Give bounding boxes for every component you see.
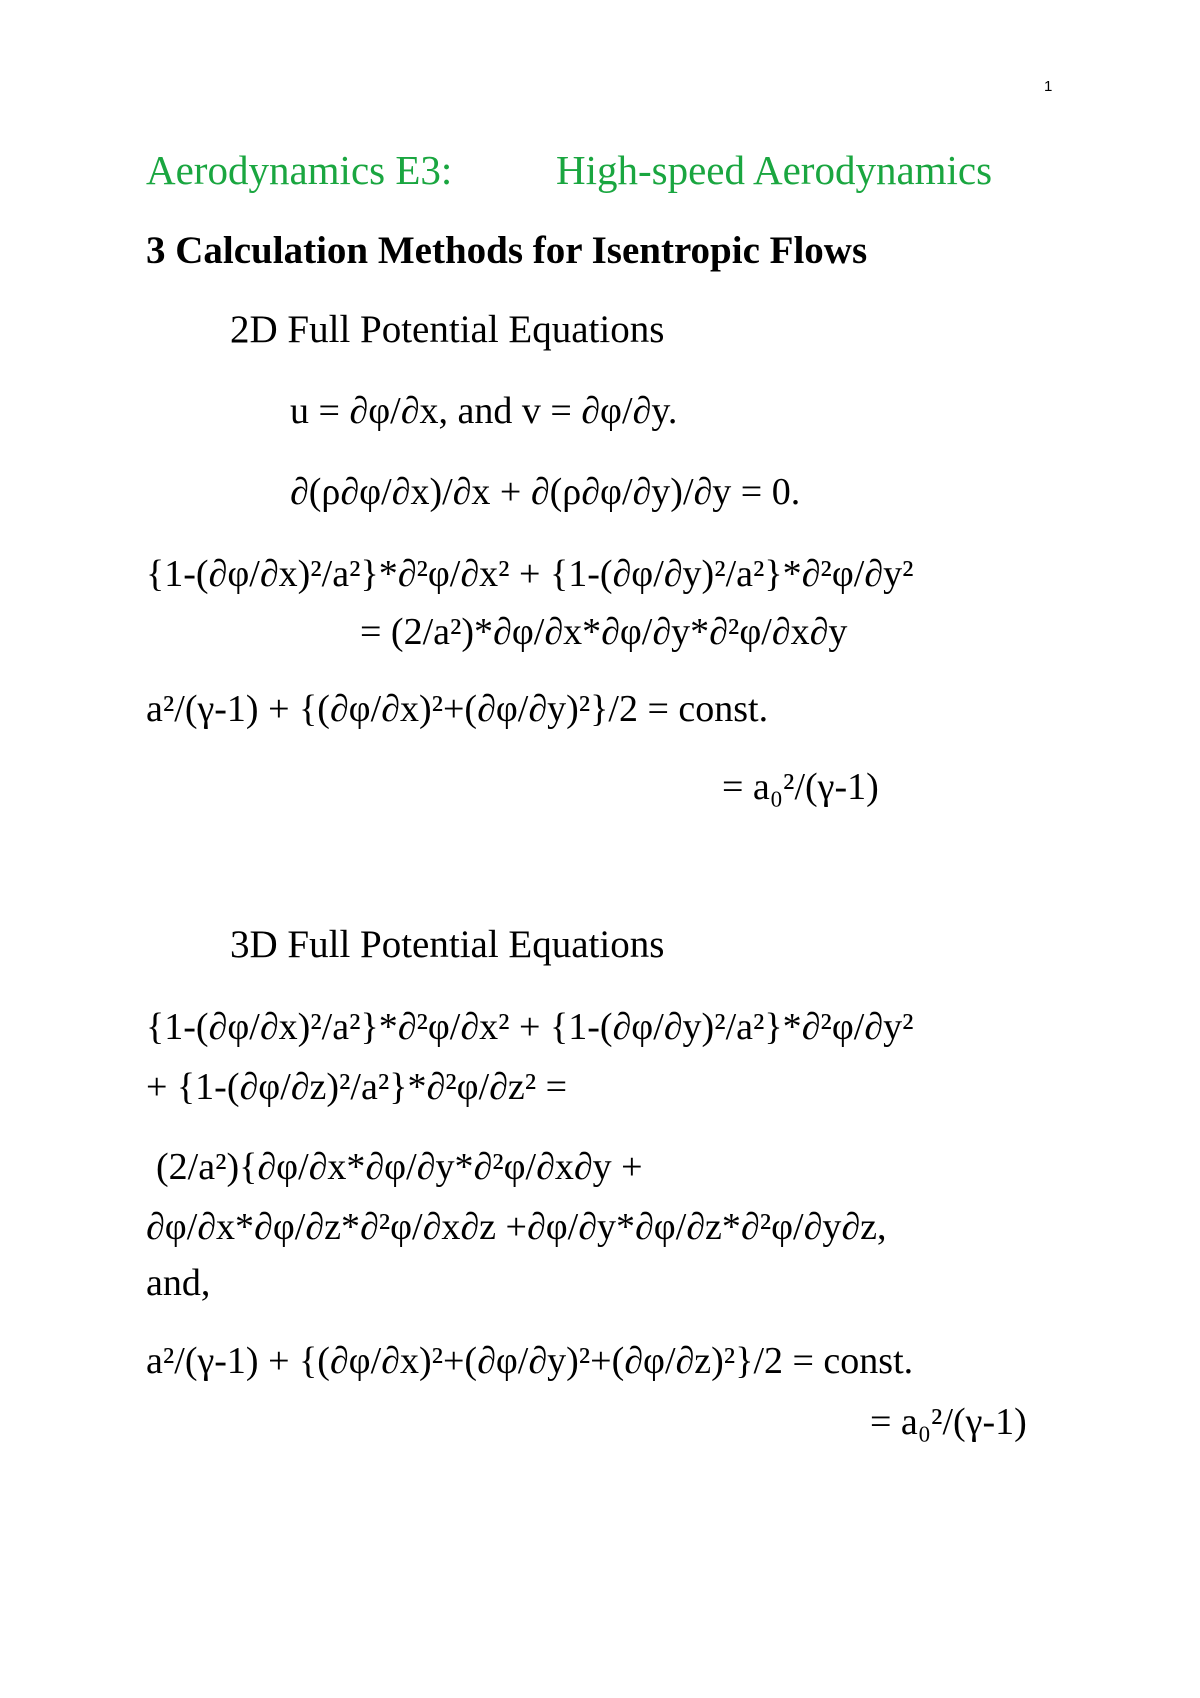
- full-potential-3d-line1: {1-(∂φ/∂x)²/a²}*∂²φ/∂x² + {1-(∂φ/∂y)²/a²}*∂²φ/∂y²: [146, 1006, 914, 1048]
- continuity-equation: ∂(ρ∂φ/∂x)/∂x + ∂(ρ∂φ/∂y)/∂y = 0.: [290, 471, 801, 513]
- section-2d-heading: 2D Full Potential Equations: [230, 308, 665, 351]
- course-label: Aerodynamics E3:: [146, 147, 453, 193]
- energy-equation-2d-rhs: = a₀²/(γ-1): [722, 766, 879, 808]
- section-3d-heading: 3D Full Potential Equations: [230, 923, 665, 966]
- energy-equation-3d-rhs: = a₀²/(γ-1): [870, 1401, 1027, 1443]
- full-potential-2d-lhs: {1-(∂φ/∂x)²/a²}*∂²φ/∂x² + {1-(∂φ/∂y)²/a²}*∂²φ/∂y²: [146, 553, 914, 595]
- energy-equation-3d: a²/(γ-1) + {(∂φ/∂x)²+(∂φ/∂y)²+(∂φ/∂z)²}/2 = const.: [146, 1340, 914, 1382]
- velocity-definition: u = ∂φ/∂x, and v = ∂φ/∂y.: [290, 390, 678, 432]
- full-potential-2d-rhs: = (2/a²)*∂φ/∂x*∂φ/∂y*∂²φ/∂x∂y: [360, 611, 848, 653]
- full-potential-3d-rhs2: ∂φ/∂x*∂φ/∂z*∂²φ/∂x∂z +∂φ/∂y*∂φ/∂z*∂²φ/∂y∂z,: [146, 1206, 887, 1248]
- topic-label: High-speed Aerodynamics: [556, 147, 993, 193]
- full-potential-3d-line2: + {1-(∂φ/∂z)²/a²}*∂²φ/∂z² =: [146, 1066, 568, 1108]
- page-title: 3 Calculation Methods for Isentropic Flows: [146, 229, 868, 272]
- page-number: 1: [1044, 78, 1053, 95]
- conjunction-text: and,: [146, 1262, 211, 1304]
- energy-equation-2d: a²/(γ-1) + {(∂φ/∂x)²+(∂φ/∂y)²}/2 = const.: [146, 688, 769, 730]
- full-potential-3d-rhs1: (2/a²){∂φ/∂x*∂φ/∂y*∂²φ/∂x∂y +: [156, 1146, 643, 1188]
